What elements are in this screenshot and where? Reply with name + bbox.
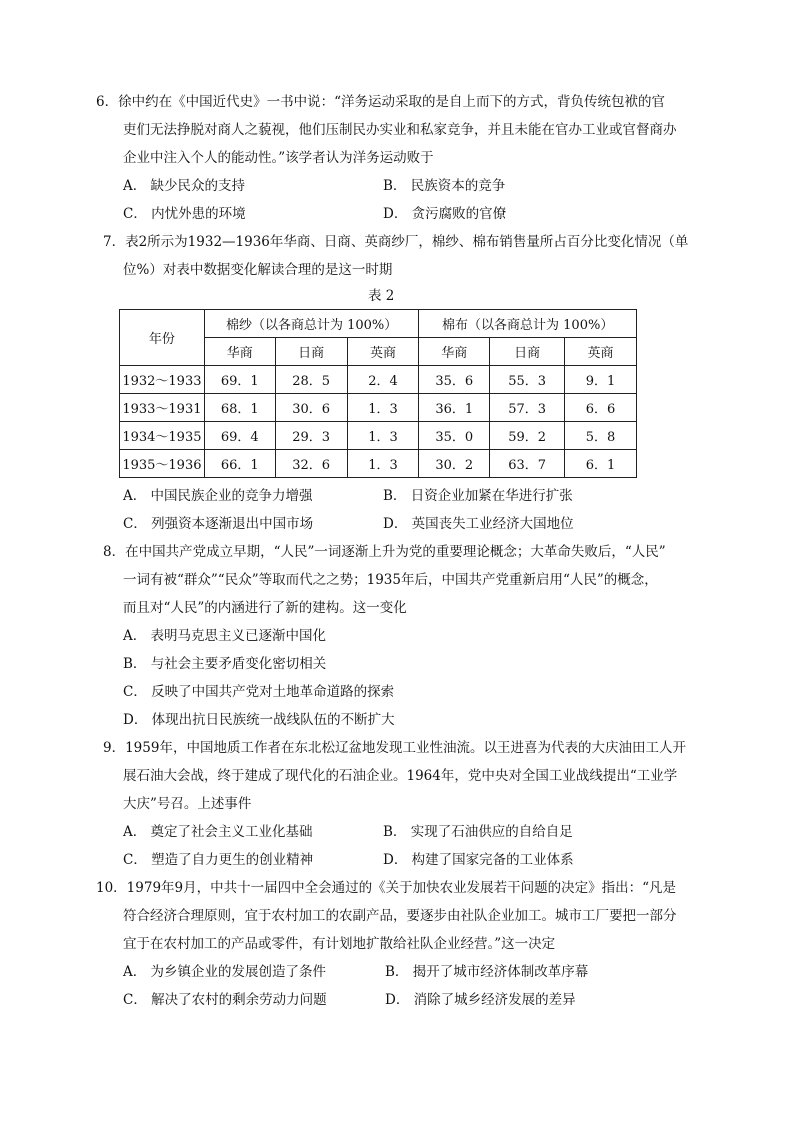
table-cell: 55．3 <box>490 366 565 394</box>
data-table <box>119 309 637 478</box>
table-cell: 5．8 <box>565 422 637 450</box>
q6-option-b: B． 民族资本的竞争 <box>383 178 506 194</box>
table-header-cotton-yarn: 棉纱（以各商总计为 100%） <box>204 310 419 338</box>
table-subheader: 英商 <box>347 338 419 366</box>
table-subheader: 英商 <box>565 338 637 366</box>
table-caption: 表 2 <box>368 288 395 304</box>
q7-option-a: A． 中国民族企业的竞争力增强 <box>123 488 313 504</box>
table-cell: 69．4 <box>204 422 275 450</box>
table-subheader: 日商 <box>275 338 347 366</box>
table-cell: 69．1 <box>204 366 275 394</box>
q8-option-a: A． 表明马克思主义已逐渐中国化 <box>123 628 327 644</box>
table-cell: 68．1 <box>204 394 275 422</box>
table-cell: 30．2 <box>419 450 490 478</box>
q6-option-d: D． 贪污腐败的官僚 <box>383 206 507 222</box>
q7-option-c: C． 列强资本逐渐退出中国市场 <box>123 516 314 532</box>
table-cell: 30．6 <box>275 394 347 422</box>
table-row <box>120 366 637 394</box>
table-cell: 28．5 <box>275 366 347 394</box>
q6-stem-line-3: 企业中注入个人的能动性。”该学者认为洋务运动败于 <box>123 150 434 166</box>
q9-stem-line-2: 展石油大会战，终于建成了现代化的石油企业。1964年，党中央对全国工业战线提出“工业学 <box>123 768 678 784</box>
q7-stem-line-2: 位%）对表中数据变化解读合理的是这一时期 <box>123 262 393 278</box>
table-cell: 1932～1933 <box>120 366 205 394</box>
table-row <box>120 422 637 450</box>
table-cell: 35．6 <box>419 366 490 394</box>
q9-option-d: D． 构建了国家完备的工业体系 <box>383 852 574 868</box>
q6-option-c: C． 内忧外患的环境 <box>123 206 246 222</box>
table-cell: 6．1 <box>565 450 637 478</box>
q6-option-a: A． 缺少民众的支持 <box>123 178 246 194</box>
q8-option-d: D． 体现出抗日民族统一战线队伍的不断扩大 <box>123 712 395 728</box>
q7-option-b: B． 日资企业加紧在华进行扩张 <box>383 488 573 504</box>
q10-option-c: C． 解决了农村的剩余劳动力问题 <box>123 992 327 1008</box>
table-cell: 36．1 <box>419 394 490 422</box>
table-cell: 57．3 <box>490 394 565 422</box>
table-subheader: 日商 <box>490 338 565 366</box>
table-header-year: 年份 <box>120 310 205 366</box>
q10-option-d: D． 消除了城乡经济发展的差异 <box>385 992 576 1008</box>
q6-stem-line-1: 6．徐中约在《中国近代史》一书中说：“洋务运动采取的是自上而下的方式，背负传统包袱的官 <box>96 94 665 110</box>
table-cell: 9．1 <box>565 366 637 394</box>
table-cell: 35．0 <box>419 422 490 450</box>
table-cell: 29．3 <box>275 422 347 450</box>
table-cell: 32．6 <box>275 450 347 478</box>
q10-stem-line-2: 符合经济合理原则，宜于农村加工的农副产品，要逐步由社队企业加工。城市工厂要把一部分 <box>123 908 677 924</box>
q6-stem-line-2: 吏们无法挣脱对商人之藐视，他们压制民办实业和私家竞争，并且未能在官办工业或官督商办 <box>123 122 677 138</box>
q10-option-b: B． 揭开了城市经济体制改革序幕 <box>385 964 589 980</box>
q7-stem-line-1: 7．表2所示为1932—1936年华商、日商、英商纱厂，棉纱、棉布销售量所占百分比变化情况（单 <box>103 234 689 250</box>
table-header-cotton-cloth: 棉布（以各商总计为 100%） <box>419 310 637 338</box>
q9-stem-line-3: 大庆”号召。上述事件 <box>123 796 252 812</box>
q10-option-a: A． 为乡镇企业的发展创造了条件 <box>123 964 327 980</box>
q8-option-c: C． 反映了中国共产党对土地革命道路的探索 <box>123 684 395 700</box>
table-cell: 1．3 <box>347 394 419 422</box>
q8-option-b: B． 与社会主要矛盾变化密切相关 <box>123 656 327 672</box>
table-subheader: 华商 <box>204 338 275 366</box>
table-cell: 2．4 <box>347 366 419 394</box>
q10-stem-line-3: 宜于在农村加工的产品或零件，有计划地扩散给社队企业经营。”这一决定 <box>123 936 556 952</box>
q9-stem-line-1: 9．1959年，中国地质工作者在东北松辽盆地发现工业性油流。以王进喜为代表的大庆油田工人开 <box>103 740 686 756</box>
table-cell: 59．2 <box>490 422 565 450</box>
q9-option-a: A． 奠定了社会主义工业化基础 <box>123 824 313 840</box>
table-cell: 1．3 <box>347 422 419 450</box>
table-row <box>120 450 637 478</box>
table-cell: 6．6 <box>565 394 637 422</box>
q8-stem-line-2: 一词有被“群众”“民众”等取而代之之势；1935年后，中国共产党重新启用“人民”的概念， <box>123 572 658 588</box>
table-cell: 1935～1936 <box>120 450 205 478</box>
table-cell: 66．1 <box>204 450 275 478</box>
table-cell: 1933～1931 <box>120 394 205 422</box>
q7-option-d: D． 英国丧失工业经济大国地位 <box>383 516 574 532</box>
table-subheader: 华商 <box>419 338 490 366</box>
q9-option-c: C． 塑造了自力更生的创业精神 <box>123 852 314 868</box>
table-cell: 63．7 <box>490 450 565 478</box>
q8-stem-line-1: 8．在中国共产党成立早期，“人民”一词逐渐上升为党的重要理论概念；大革命失败后，“人民” <box>103 544 666 560</box>
q10-stem-line-1: 10．1979年9月，中共十一届四中全会通过的《关于加快农业发展若干问题的决定》指出：“凡是 <box>96 880 677 896</box>
table-cell: 1．3 <box>347 450 419 478</box>
table-row <box>120 394 637 422</box>
table-cell: 1934～1935 <box>120 422 205 450</box>
q8-stem-line-3: 而且对“人民”的内涵进行了新的建构。这一变化 <box>123 600 407 616</box>
q9-option-b: B． 实现了石油供应的自给自足 <box>383 824 573 840</box>
